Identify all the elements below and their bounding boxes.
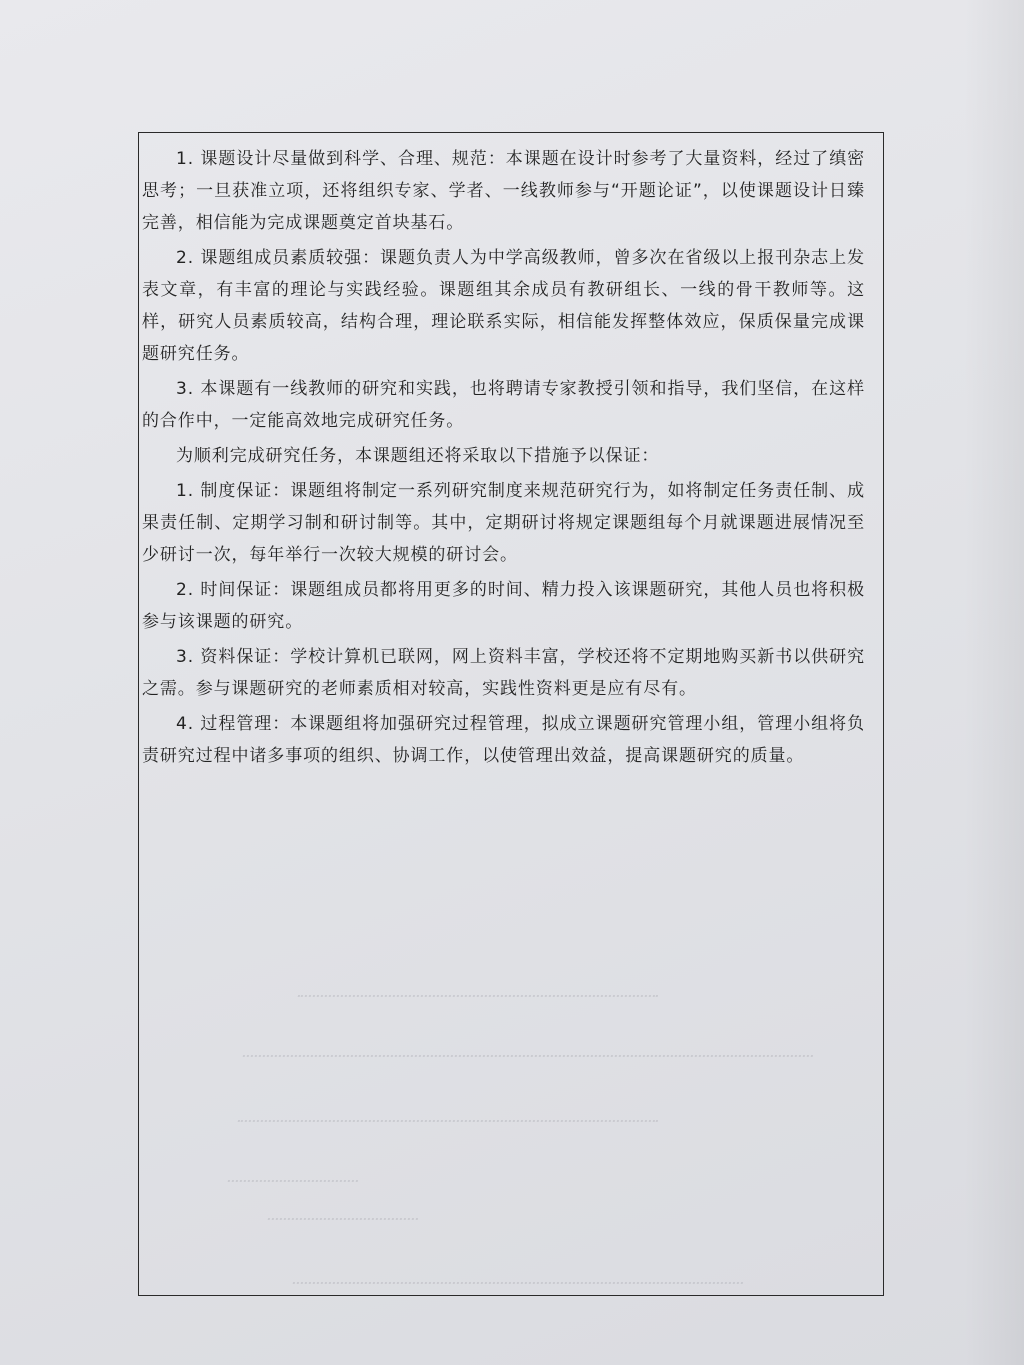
paragraph-time-guarantee: 2. 时间保证：课题组成员都将用更多的时间、精力投入该课题研究，其他人员也将积极参与该课题的研究。 [142, 580, 865, 632]
paragraph-design-scientific: 1. 课题设计尽量做到科学、合理、规范：本课题在设计时参考了大量资料，经过了缜密思考；一旦获准立项，还将组织专家、学者、一线教师参与“开题论证”，以使课题设计日臻完善，相信能为完成课题奠定首块基石。 [142, 149, 865, 233]
paragraph-teacher-practice: 3. 本课题有一线教师的研究和实践，也将聘请专家教授引领和指导，我们坚信，在这样的合作中，一定能高效地完成研究任务。 [142, 379, 865, 431]
paragraph-measures-intro: 为顺利完成研究任务，本课题组还将采取以下措施予以保证： [176, 446, 660, 466]
document-body [139, 143, 885, 775]
paragraph-process-management: 4. 过程管理：本课题组将加强研究过程管理，拟成立课题研究管理小组，管理小组将负责研究过程中诸多事项的组织、协调工作，以使管理出效益，提高课题研究的质量。 [142, 714, 865, 766]
paragraph-team-quality: 2. 课题组成员素质较强：课题负责人为中学高级教师，曾多次在省级以上报刊杂志上发表文章，有丰富的理论与实践经验。课题组其余成员有教研组长、一线的骨干教师等。这样，研究人员素质较高，结构合理，理论联系实际，相信能发挥整体效应，保质保量完成课题研究任务。 [142, 248, 865, 364]
paragraph-material-guarantee: 3. 资料保证：学校计算机已联网，网上资料丰富，学校还将不定期地购买新书以供研究之需。参与课题研究的老师素质相对较高，实践性资料更是应有尽有。 [142, 647, 865, 699]
form-table-cell [138, 132, 884, 1296]
paragraph-institution-guarantee: 1. 制度保证：课题组将制定一系列研究制度来规范研究行为，如将制定任务责任制、成果责任制、定期学习制和研讨制等。其中，定期研讨将规定课题组每个月就课题进展情况至少研讨一次，每年举行一次较大规模的研讨会。 [142, 481, 865, 565]
paper-edge-shadow [964, 0, 1024, 1365]
